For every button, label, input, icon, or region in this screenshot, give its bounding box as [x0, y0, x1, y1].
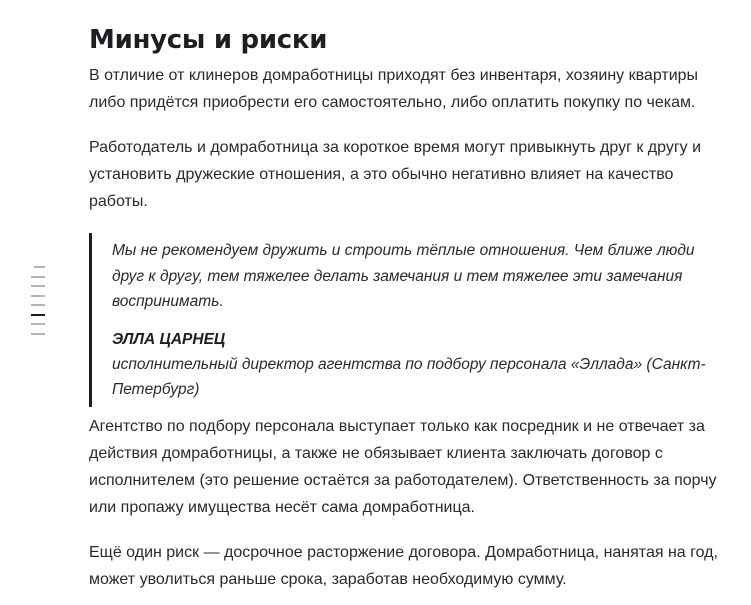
paragraph-friendship: Работодатель и домработница за короткое время могут привыкнуть друг к другу и установить дружеские отношения, а это обычно негативно влияет на качество работы.	[89, 139, 702, 210]
paragraph-agency-liability: Агентство по подбору персонала выступает только как посредник и не отвечает за действия домработницы, а также не обязывает клиента заключать договор с исполнителем (это решение остаётся за работодателем). Ответственность за порчу или пропажу имущества несёт сама домработница.	[89, 417, 717, 516]
toc-item-5[interactable]	[31, 304, 45, 306]
section-heading: Минусы и риски	[89, 25, 328, 55]
toc-item-1[interactable]	[34, 266, 45, 268]
toc-item-7[interactable]	[31, 323, 45, 325]
quote-author-role: исполнительный директор агентства по подбору персонала «Эллада» (Санкт-Петербург)	[112, 355, 706, 398]
toc-item-4[interactable]	[31, 295, 45, 297]
toc-item-2[interactable]	[31, 276, 45, 278]
toc-item-6-active[interactable]	[31, 314, 45, 316]
article-section	[89, 22, 729, 593]
quote-text: Мы не рекомендуем дружить и строить тёплые отношения. Чем ближе люди друг к другу, тем тяжелее делать замечания и тем тяжелее эти замечания воспринимать.	[112, 242, 695, 310]
expert-quote	[89, 233, 722, 407]
toc-item-8[interactable]	[31, 333, 45, 335]
toc-item-3[interactable]	[31, 285, 45, 287]
quote-author-name: ЭЛЛА ЦАРНЕЦ	[112, 330, 226, 348]
paragraph-early-termination: Ещё один риск — досрочное расторжение договора. Домработница, нанятая на год, может уволиться раньше срока, заработав необходимую сумму.	[89, 543, 718, 588]
paragraph-inventory: В отличие от клинеров домработницы приходят без инвентаря, хозяину квартиры либо придётся приобрести его самостоятельно, либо оплатить покупку по чекам.	[89, 67, 699, 111]
table-of-contents-indicator	[31, 266, 47, 342]
